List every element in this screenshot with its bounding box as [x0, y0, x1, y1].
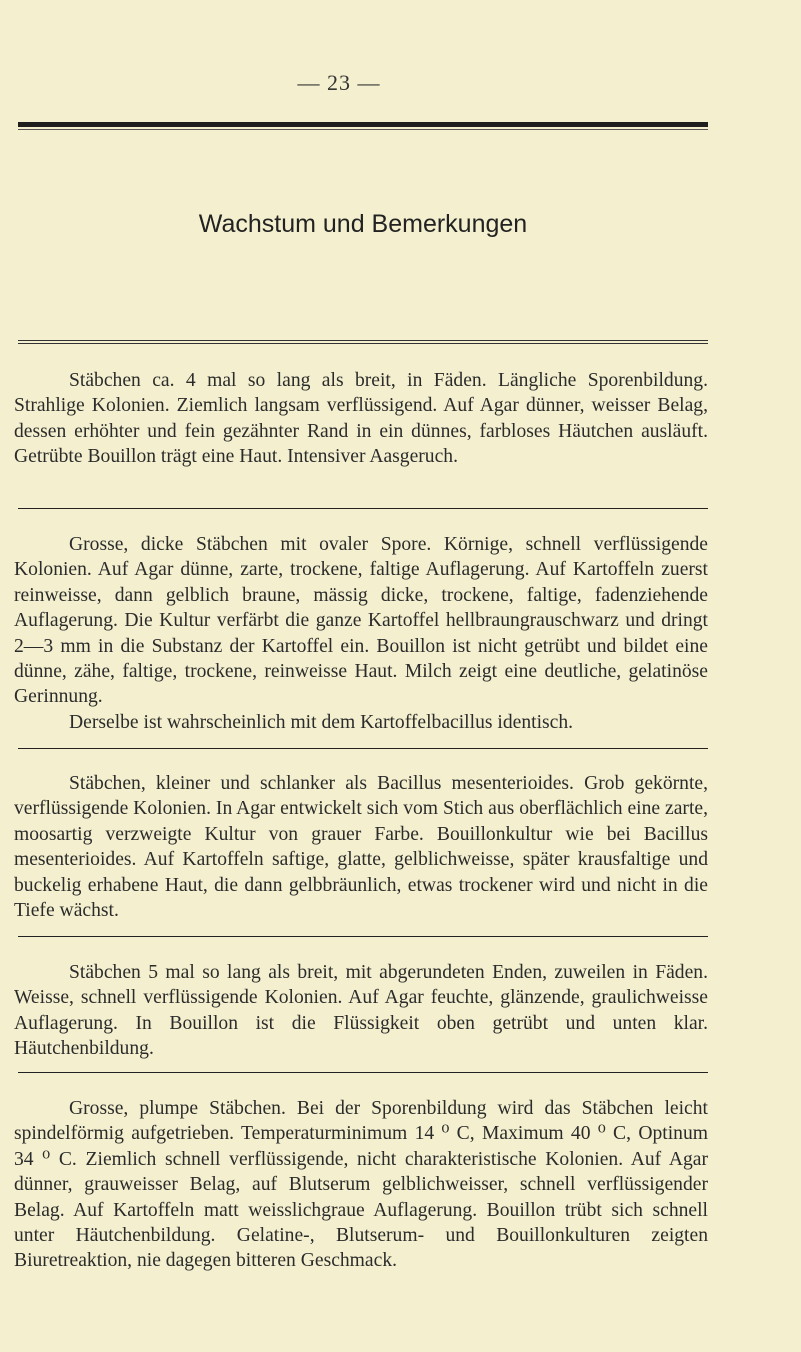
- entry-2: [14, 532, 708, 735]
- entry-1: [14, 368, 708, 470]
- heading-rule-bottom: [18, 343, 708, 344]
- entry-paragraph: Stäbchen ca. 4 mal so lang als breit, in Fäden. Längliche Sporenbildung. Strahlige Kolonien. Ziemlich langsam verflüssigend. Auf Agar dünner, weisser Belag, dessen erhöhter und fein gezähnter Rand in ein dünnes, farbloses Häutchen ausläuft. Getrübte Bouillon trägt eine Haut. Intensiver Aasgeruch.: [14, 370, 708, 468]
- header-rule: [18, 122, 708, 127]
- entry-divider: [18, 748, 708, 749]
- entry-paragraph: Grosse, plumpe Stäbchen. Bei der Sporenbildung wird das Stäbchen leicht spindelförmig aufgetrieben. Temperaturminimum 14 ⁰ C, Maximum 40 ⁰ C, Optinum 34 ⁰ C. Ziemlich schnell verflüssigende, nicht charakteristische Kolonien. Auf Agar dünner, grauweisser Belag, auf Blutserum gelblichweisser, schnell verflüssigender Belag. Auf Kartoffeln matt weisslichgraue Auflagerung. Bouillon trübt sich schnell unter Häutchenbildung. Gelatine-, Blutserum- und Bouillonkulturen zeigten Biuretreaktion, nie dagegen bitteren Geschmack.: [14, 1098, 708, 1272]
- entry-paragraph: Grosse, dicke Stäbchen mit ovaler Spore. Körnige, schnell verflüssigende Kolonien. Auf Agar dünne, zarte, trockene, faltige Auflagerung. Auf Kartoffeln zuerst reinweisse, dann gelblich braune, mässig dicke, trockene, faltige, fadenziehende Auflagerung. Die Kultur verfärbt die ganze Kartoffel hellbraungrauschwarz und dringt 2—3 mm in die Substanz der Kartoffel ein. Bouillon ist nicht getrübt und bildet eine dünne, zähe, faltige, trockene, reinweisse Haut. Milch zeigt eine deutliche, gelatinöse Gerinnung.: [14, 534, 708, 708]
- entry-divider: [18, 1072, 708, 1073]
- entry-paragraph: Stäbchen, kleiner und schlanker als Bacillus mesenterioides. Grob gekörnte, verflüssigende Kolonien. In Agar entwickelt sich vom Stich aus oberflächlich eine zarte, moosartig verzweigte Kultur von grauer Farbe. Bouillonkultur wie bei Bacillus mesenterioides. Auf Kartoffeln saftige, glatte, gelblichweisse, später krausfaltige und buckelig erhabene Haut, die dann gelbbräunlich, etwas trockener wird und nicht in die Tiefe wächst.: [14, 773, 708, 922]
- heading-rule-top: [18, 340, 708, 341]
- header-rule-thin: [18, 129, 708, 130]
- entry-divider: [18, 936, 708, 937]
- page-number: — 23 —: [297, 70, 381, 95]
- entry-paragraph: Stäbchen 5 mal so lang als breit, mit abgerundeten Enden, zuweilen in Fäden. Weisse, schnell verflüssigende Kolonien. Auf Agar feuchte, glänzende, graulichweisse Auflagerung. In Bouillon ist die Flüssigkeit oben getrübt und unten klar. Häutchenbildung.: [14, 962, 708, 1060]
- entry-5: [14, 1096, 708, 1274]
- entry-4: [14, 960, 708, 1062]
- entry-paragraph: Derselbe ist wahrscheinlich mit dem Kartoffelbacillus identisch.: [69, 711, 574, 733]
- entry-3: [14, 771, 708, 923]
- entry-divider: [18, 508, 708, 509]
- column-heading: Wachstum und Bemerkungen: [198, 210, 528, 238]
